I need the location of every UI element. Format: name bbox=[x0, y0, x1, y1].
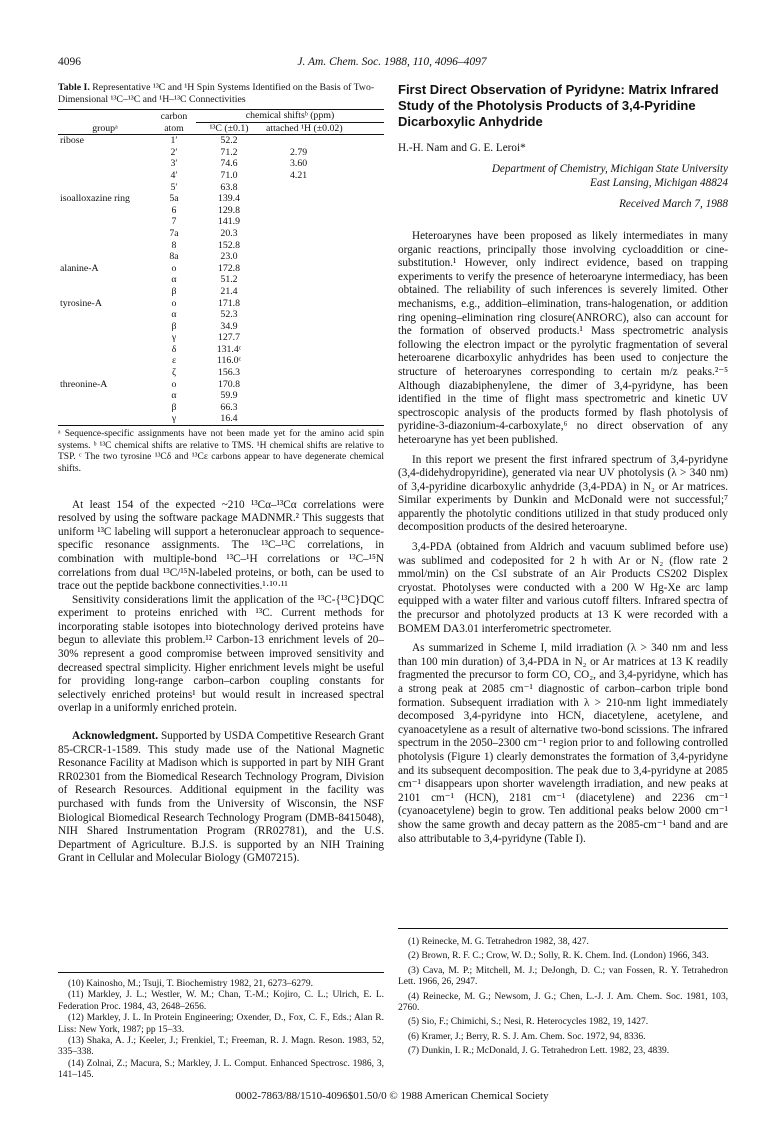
row-atom: 6 bbox=[171, 204, 177, 216]
row-atom: 8a bbox=[169, 251, 179, 263]
row-group bbox=[58, 402, 152, 414]
row-c13: 52.3 bbox=[220, 309, 238, 321]
col-h1: attached ¹H (±0.02) bbox=[262, 122, 384, 135]
row-group bbox=[58, 158, 152, 170]
row-h1: 3.60 bbox=[290, 158, 308, 170]
table-row bbox=[58, 379, 384, 391]
row-c13: 20.3 bbox=[220, 227, 238, 239]
row-group bbox=[58, 274, 152, 286]
row-group bbox=[58, 147, 152, 159]
row-h1 bbox=[262, 263, 384, 275]
row-group: threonine-A bbox=[60, 378, 108, 390]
table-caption-text: Representative ¹³C and ¹H Spin Systems Identified on the Basis of Two-Dimensional ¹³C–¹³C and ¹H–¹³C Connectivities bbox=[58, 82, 375, 105]
row-c13: 116.0ᶜ bbox=[216, 355, 242, 367]
row-group: ribose bbox=[60, 135, 84, 147]
table-row bbox=[58, 274, 384, 286]
row-group: alanine-A bbox=[60, 262, 99, 274]
reference-item: (2) Brown, R. F. C.; Crow, W. D.; Solly, R. K. Chem. Ind. (London) 1966, 343. bbox=[408, 951, 709, 962]
row-h1 bbox=[262, 332, 384, 344]
article-paragraph-4: As summarized in Scheme I, mild irradiation (λ > 340 nm and less than 100 min duration) of 3,4-PDA in N₂ or Ar matrices at 13 K readily fragmented the precursor to form CO, CO₂, and 3,4-pyridyne, which has a strong peak at 2085 cm⁻¹ diagnostic of carbon–carbon triple bond formation. Subsequent irradiation with λ > 210-nm light immediately decomposed 3,4-pyridyne into HCN, diacetylene, acetylene, and cyanoacetylene as a result of alternative two-bond scissions. The infrared spectrum in the 2050–2300 cm⁻¹ region prior to and following controlled photolysis (Figure 1) clearly demonstrates the formation of 3,4-pyridyne and its subsequent decomposition. The peak due to 3,4-pyridyne at 2085 cm⁻¹ disappears upon shorter wavelength irradiation, and new peaks at 2101 cm⁻¹ (HCN), 2181 cm⁻¹ (diacetylene) and 2236 cm⁻¹ (cyanoacetylene) begin to grow. Ten additional peaks below 2000 cm⁻¹ show the same growth and decay pattern as the 2085-cm⁻¹ band and are also attributable to 3,4-pyridyne (Table I). bbox=[398, 642, 728, 845]
shifts-table bbox=[58, 109, 384, 426]
table-row bbox=[58, 170, 384, 182]
reference-item: (1) Reinecke, M. G. Tetrahedron 1982, 38, 427. bbox=[408, 937, 589, 947]
row-h1 bbox=[262, 355, 384, 367]
row-atom: 7 bbox=[171, 216, 177, 228]
row-atom: β bbox=[171, 320, 177, 332]
row-c13: 74.6 bbox=[220, 158, 238, 170]
affiliation bbox=[398, 162, 728, 190]
reference-item: (11) Markley, J. L.; Westler, W. M.; Chan, T.-M.; Kojiro, C. L.; Ulrich, E. L. Federation Proc. 1984, 43, 2648–2656. bbox=[58, 990, 384, 1012]
table-row bbox=[58, 240, 384, 252]
acknowledgment bbox=[58, 730, 384, 866]
row-h1 bbox=[262, 216, 384, 228]
table-row bbox=[58, 228, 384, 240]
col-group: groupᵃ bbox=[58, 122, 152, 135]
table-row bbox=[58, 309, 384, 321]
row-atom: 1′ bbox=[170, 135, 178, 147]
table-row bbox=[58, 216, 384, 228]
reference-item: (7) Dunkin, I. R.; McDonald, J. G. Tetrahedron Lett. 1982, 23, 4839. bbox=[408, 1046, 670, 1057]
row-group bbox=[58, 182, 152, 194]
row-h1 bbox=[262, 390, 384, 402]
acknowledgment-text: Supported by USDA Competitive Research Grant 85-CRCR-1-1589. This study made use of the National Magnetic Resonance Facility at Madison which is supported in part by NIH Grant RR02301 from the Biomedical Research Technology Program, Division of Research Resources. Additional equipment in the facility was purchased with funds from the University of Wisconsin, the NSF Biological Biomedical Research Technology Program (DMB-8415048), NIH Shared Instrumentation Program (RR02781), and the U.S. Department of Agriculture. B.J.S. is supported by an NIH Training Grant in Cellular and Molecular Biology (GM07215). bbox=[58, 730, 384, 865]
reference-item: (4) Reinecke, M. G.; Newsom, J. G.; Chen, L.-J. J. Am. Chem. Soc. 1981, 103, 2760. bbox=[398, 991, 728, 1014]
row-atom: δ bbox=[171, 343, 177, 355]
row-h1 bbox=[262, 274, 384, 286]
row-c13: 156.3 bbox=[217, 367, 241, 379]
article-paragraph-1: Heteroarynes have been proposed as likely intermediates in many organic reactions, principally those involving cycloaddition or cine-substitution.¹ However, only indirect evidence, based on trapping experiments to verify the presence of heteroaryne intermediacy, has been obtained. The reliability of such inferences is severely limited. Other mechanisms, e.g., addition–elimination, trans-halogenation, or addition ring opening–elimination ring closure(ANRORC), also can account for the formation of observed products.¹ Mass spectrometric analysis following the electron impact or the pyrolytic fragmentation of several heteroarene dicarboxylic anhydrides has been used to conjecture the structure of heteroarynes corresponding to certain m/z peaks.²⁻⁵ Although diazabiphenylene, the dimer of 3,4-pyridyne, has been identified in the time of flight mass spectrometric and kinetic UV spectroscopic analysis of the products formed by flash photolysis of pyridine-3-diazonium-4-carboxylate,⁶ no direct observation of any heteroaryne has yet been published. bbox=[398, 230, 728, 446]
left-paragraph-1: At least 154 of the expected ~210 ¹³Cα–¹³Cα correlations were resolved by using the software package MADNMR.² This suggests that uniform ¹³C labeling will support a heteronuclear approach to sequence-specific resonance assignments. The ¹³C–¹³C correlations, in combination with multiple-bond ¹³C–¹H correlations or ¹³C–¹⁵N correlations from dual ¹³C/¹⁵N-labeled proteins, or both, can be used to trace out the peptide backbone connectivities.¹·¹⁰·¹¹ bbox=[58, 498, 384, 593]
article-title: First Direct Observation of Pyridyne: Matrix Infrared Study of the Photolysis Products of 3,4-Pyridine Dicarboxylic Anhydride bbox=[398, 82, 719, 129]
row-c13: 51.2 bbox=[220, 274, 238, 286]
row-group bbox=[58, 228, 152, 240]
reference-item: (10) Kainosho, M.; Tsuji, T. Biochemistry 1982, 21, 6273–6279. bbox=[68, 979, 314, 989]
article-paragraph-3: 3,4-PDA (obtained from Aldrich and vacuum sublimed before use) was sublimed and codeposited for 2 h with Ar or N₂ (flow rate 2 mmol/min) on the CsI substrate of an Air Products CS202 Displex cryostat. Photolyses were conducted with a 200 W Hg-Xe arc lamp equipped with a water filter and various cutoff filters. Infrared spectra of the precursor and photolyzed products at 13 K were recorded with a BOMEM DA3.01 interferometric spectrometer. bbox=[398, 541, 728, 635]
row-atom: 7a bbox=[169, 227, 179, 239]
journal-citation: J. Am. Chem. Soc. 1988, 110, 4096–4097 bbox=[297, 56, 487, 68]
row-h1: 4.21 bbox=[290, 169, 308, 181]
table-caption bbox=[58, 82, 384, 106]
reference-item: (3) Cava, M. P.; Mitchell, M. J.; DeJongh, D. C.; van Fossen, R. Y. Tetrahedron Lett. 1966, 26, 2947. bbox=[398, 965, 728, 988]
table-caption-label: Table I. bbox=[58, 82, 90, 93]
row-c13: 63.8 bbox=[220, 181, 238, 193]
row-h1 bbox=[262, 251, 384, 263]
table-row bbox=[58, 263, 384, 275]
row-atom: β bbox=[171, 285, 177, 297]
table-row bbox=[58, 321, 384, 333]
row-c13: 152.8 bbox=[217, 239, 241, 251]
table-row bbox=[58, 402, 384, 414]
row-h1 bbox=[262, 286, 384, 298]
row-atom: 8 bbox=[171, 239, 177, 251]
row-atom: o bbox=[171, 297, 177, 309]
row-h1 bbox=[262, 367, 384, 379]
row-atom: γ bbox=[171, 332, 177, 344]
row-c13: 16.4 bbox=[196, 413, 262, 425]
row-h1 bbox=[262, 402, 384, 414]
row-atom: 2′ bbox=[170, 146, 178, 158]
left-references bbox=[58, 972, 384, 1082]
received-date: Received March 7, 1988 bbox=[619, 198, 728, 210]
row-atom: β bbox=[171, 401, 177, 413]
row-h1 bbox=[262, 240, 384, 252]
row-group bbox=[58, 309, 152, 321]
table-row bbox=[58, 390, 384, 402]
row-group bbox=[58, 286, 152, 298]
row-group bbox=[58, 413, 152, 425]
row-group bbox=[58, 344, 152, 356]
row-atom: α bbox=[171, 274, 177, 286]
row-c13: 71.0 bbox=[220, 169, 238, 181]
row-h1 bbox=[262, 379, 384, 391]
affiliation-line-2: East Lansing, Michigan 48824 bbox=[590, 177, 728, 189]
row-c13: 170.8 bbox=[217, 378, 241, 390]
row-atom: o bbox=[171, 378, 177, 390]
reference-item: (13) Shaka, A. J.; Keeler, J.; Frenkiel, T.; Freeman, R. J. Magn. Reson. 1983, 52, 335–338. bbox=[58, 1036, 384, 1058]
table-row bbox=[58, 413, 384, 425]
article-paragraph-2: In this report we present the first infrared spectrum of 3,4-pyridyne (3,4-didehydropyridine), generated via near UV photolysis (λ > 340 nm) of 3,4-pyridine dicarboxylic anhydride (3,4-PDA) in N₂ or Ar matrices. Similar experiments by Dunkin and McDonald were not successful;⁷ apparently the photolytic conditions utilized in that study produced only decomposition products of the desired heteroaryne. bbox=[398, 453, 728, 534]
table-row bbox=[58, 182, 384, 194]
row-c13: 52.2 bbox=[220, 135, 238, 147]
row-c13: 127.7 bbox=[217, 332, 241, 344]
row-h1 bbox=[262, 228, 384, 240]
col-carbon-top: carbon bbox=[152, 110, 196, 123]
row-group bbox=[58, 170, 152, 182]
left-paragraph-2: Sensitivity considerations limit the application of the ¹³C-{¹³C}DQC experiment to proteins enriched with ¹³C. Current methods for incorporating stable isotopes into biotechnology derived proteins have begun to alleviate this problem.¹² Carbon-13 enrichment levels of 20–30% represent a good compromise between improved sensitivity and decreased spectral simplicity. Higher enrichment levels might be useful for providing long-range carbon–carbon coupling constants for selectively enriched proteins¹ but would result in increased spectral overlap in a uniformly enriched protein. bbox=[58, 593, 384, 715]
table-row bbox=[58, 135, 384, 147]
row-c13: 129.8 bbox=[217, 204, 241, 216]
table-row bbox=[58, 332, 384, 344]
row-atom: o bbox=[171, 262, 177, 274]
right-column bbox=[398, 82, 728, 846]
affiliation-line-1: Department of Chemistry, Michigan State University bbox=[491, 163, 728, 175]
col-c13: ¹³C (±0.1) bbox=[196, 122, 262, 135]
acknowledgment-label: Acknowledgment. bbox=[72, 730, 159, 743]
row-atom: α bbox=[171, 309, 177, 321]
table-row bbox=[58, 298, 384, 310]
article-authors: H.-H. Nam and G. E. Leroi* bbox=[398, 142, 526, 154]
table-row bbox=[58, 355, 384, 367]
row-group bbox=[58, 205, 152, 217]
row-group bbox=[58, 240, 152, 252]
row-atom: 5′ bbox=[170, 181, 178, 193]
row-group bbox=[58, 251, 152, 263]
row-c13: 172.8 bbox=[217, 262, 241, 274]
row-group: isoalloxazine ring bbox=[60, 193, 130, 205]
row-h1 bbox=[262, 205, 384, 217]
reference-item: (12) Markley, J. L. In Protein Engineering; Oxender, D., Fox, C. F., Eds.; Alan R. Liss: New York, 1987; pp 15–33. bbox=[58, 1013, 384, 1035]
row-group bbox=[58, 321, 152, 333]
right-references bbox=[398, 928, 728, 1061]
row-atom: γ bbox=[152, 413, 196, 425]
page-number: 4096 bbox=[58, 56, 81, 68]
reference-item: (5) Sio, F.; Chimichi, S.; Nesi, R. Heterocycles 1982, 19, 1427. bbox=[408, 1017, 649, 1028]
row-atom: ε bbox=[171, 355, 177, 367]
col-shifts: chemical shiftsᵇ (ppm) bbox=[196, 110, 384, 123]
row-c13: 59.9 bbox=[220, 390, 238, 402]
row-h1 bbox=[262, 344, 384, 356]
row-h1 bbox=[262, 298, 384, 310]
row-c13: 141.9 bbox=[217, 216, 241, 228]
table-row bbox=[58, 205, 384, 217]
table-footnote: ᵃ Sequence-specific assignments have not been made yet for the amino acid spin systems. ᵇ ¹³C chemical shifts are relative to TMS. ¹H chemical shifts are relative to TSP. ᶜ The two tyrosine ¹³Cδ and ¹³Cε carbons appear to have degenerate chemical shifts. bbox=[58, 429, 384, 474]
table-row bbox=[58, 367, 384, 379]
table-row bbox=[58, 193, 384, 205]
row-h1: 2.79 bbox=[290, 146, 308, 158]
row-atom: ζ bbox=[171, 367, 177, 379]
table-row bbox=[58, 286, 384, 298]
page-footer: 0002-7863/88/1510-4096$01.50/0 © 1988 American Chemical Society bbox=[235, 1090, 549, 1102]
row-c13: 34.9 bbox=[220, 320, 238, 332]
row-group bbox=[58, 332, 152, 344]
row-c13: 23.0 bbox=[220, 251, 238, 263]
row-c13: 71.2 bbox=[220, 146, 238, 158]
row-h1 bbox=[262, 135, 384, 147]
row-group bbox=[58, 367, 152, 379]
page-header bbox=[0, 56, 784, 72]
table-row bbox=[58, 251, 384, 263]
row-c13: 171.8 bbox=[217, 297, 241, 309]
row-h1 bbox=[262, 182, 384, 194]
row-c13: 131.4ᶜ bbox=[216, 343, 242, 355]
table-row bbox=[58, 344, 384, 356]
reference-item: (6) Kramer, J.; Berry, R. S. J. Am. Chem. Soc. 1972, 94, 8336. bbox=[408, 1031, 646, 1042]
row-c13: 21.4 bbox=[220, 285, 238, 297]
table-row bbox=[58, 147, 384, 159]
row-c13: 66.3 bbox=[220, 401, 238, 413]
row-atom: 3′ bbox=[170, 158, 178, 170]
row-atom: 5a bbox=[169, 193, 179, 205]
left-column bbox=[58, 82, 384, 866]
row-h1 bbox=[262, 309, 384, 321]
reference-item: (14) Zolnai, Z.; Macura, S.; Markley, J. L. Comput. Enhanced Spectrosc. 1986, 3, 141–145. bbox=[58, 1058, 384, 1081]
row-group bbox=[58, 390, 152, 402]
row-group bbox=[58, 216, 152, 228]
row-h1 bbox=[262, 413, 384, 425]
table-row bbox=[58, 158, 384, 170]
row-group: tyrosine-A bbox=[60, 297, 102, 309]
row-atom: 4′ bbox=[170, 169, 178, 181]
row-c13: 139.4 bbox=[217, 193, 241, 205]
row-group bbox=[58, 355, 152, 367]
row-h1 bbox=[262, 321, 384, 333]
row-atom: α bbox=[171, 390, 177, 402]
row-h1 bbox=[262, 193, 384, 205]
col-carbon-bottom: atom bbox=[152, 122, 196, 135]
